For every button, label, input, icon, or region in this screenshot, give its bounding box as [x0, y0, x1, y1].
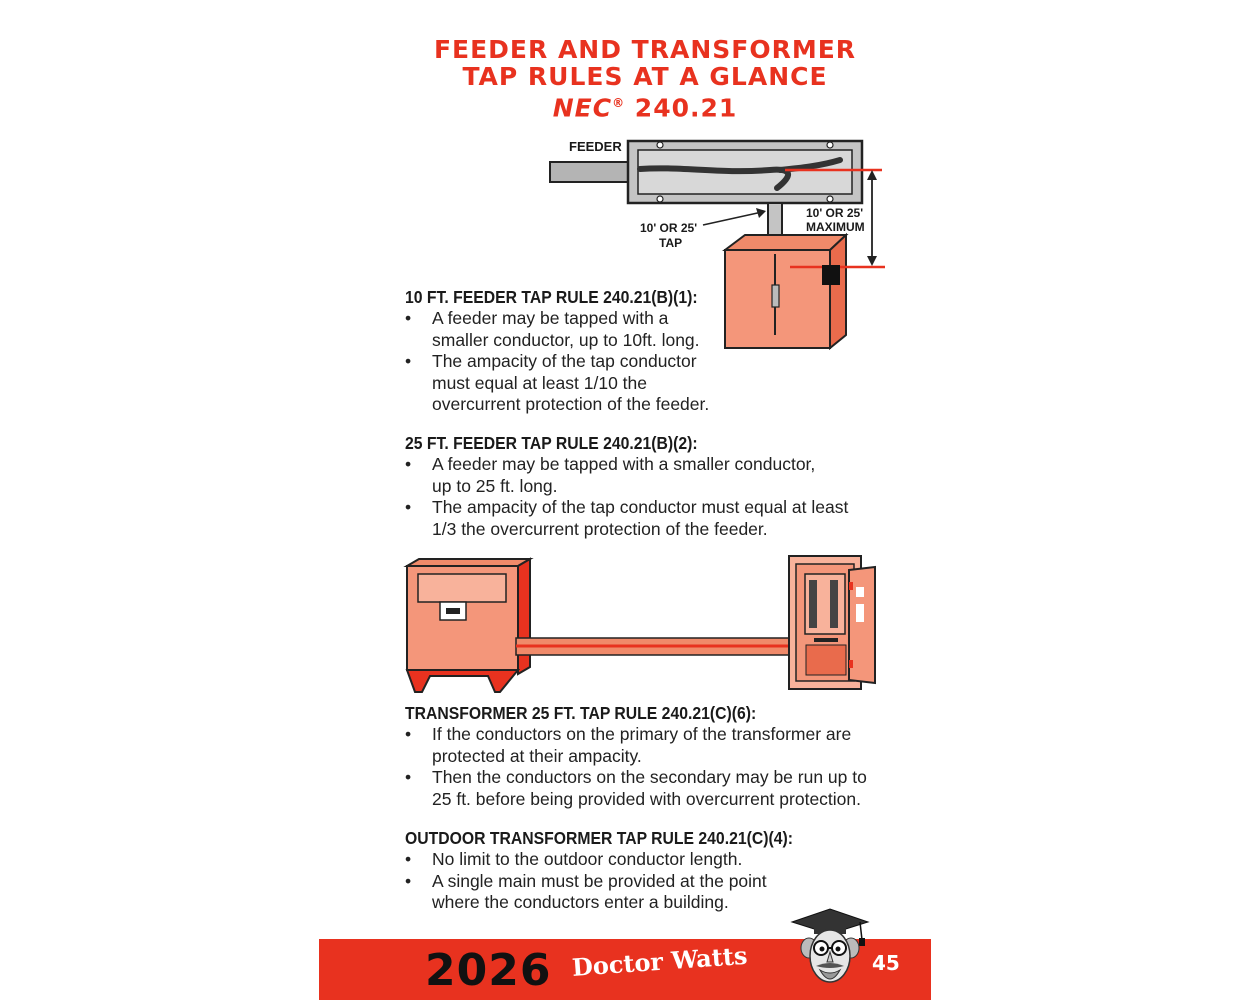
rule-bullet: • The ampacity of the tap conductor must equal at least 1/10 the overcurrent protection of the feeder. [405, 351, 730, 416]
footer-brand: Doctor Watts [570, 940, 749, 982]
tap-label-1: 10' OR 25' [640, 221, 698, 235]
disconnect-box-side [830, 235, 846, 348]
transformer-top [407, 559, 530, 566]
rule-25ft-feeder-tap [405, 432, 848, 540]
rule-bullet: • No limit to the outdoor conductor length. [405, 849, 836, 871]
max-label-2: MAXIMUM [806, 220, 865, 234]
page-title [420, 36, 870, 121]
rule-bullet: • A feeder may be tapped with a smaller conductor, up to 25 ft. long. [405, 454, 848, 497]
rule-heading: OUTDOOR TRANSFORMER TAP RULE 240.21(C)(4): [405, 828, 793, 848]
footer-page-number: 45 [872, 951, 900, 975]
rule-bullets [405, 454, 848, 540]
rule-bullet: • The ampacity of the tap conductor must equal at least 1/3 the overcurrent protection of the feeder. [405, 497, 848, 540]
transformer-tap-diagram [400, 552, 885, 697]
rule-heading: TRANSFORMER 25 FT. TAP RULE 240.21(C)(6): [405, 703, 757, 723]
rule-outdoor-transformer-tap [405, 827, 836, 914]
transformer-side [518, 559, 530, 674]
rule-bullet: • Then the conductors on the secondary may be run up to 25 ft. before being provided with overcurrent protection. [405, 767, 867, 810]
title-section: 240.21 [634, 93, 738, 123]
rule-10ft-feeder-tap [405, 286, 730, 416]
feeder-label: FEEDER [569, 139, 622, 154]
registered-mark: ® [612, 96, 626, 110]
disconnect-handle [822, 265, 840, 285]
disconnect-box-top [725, 235, 846, 250]
rule-transformer-25ft-tap [405, 702, 867, 810]
rule-bullets [405, 724, 867, 810]
title-line-3 [420, 90, 870, 121]
doctor-watts-mascot-icon [790, 906, 870, 988]
title-line-2: TAP RULES AT A GLANCE [462, 62, 828, 91]
title-nec: NEC [552, 93, 613, 123]
rule-bullets [405, 308, 730, 416]
feeder-conduit [550, 162, 630, 182]
rule-bullet: • If the conductors on the primary of the transformer are protected at their ampacity. [405, 724, 867, 767]
rule-heading: 10 FT. FEEDER TAP RULE 240.21(B)(1): [405, 287, 698, 307]
rule-bullets [405, 849, 836, 914]
max-label-1: 10' OR 25' [806, 206, 864, 220]
rule-bullet: • A feeder may be tapped with a smaller conductor, up to 10ft. long. [405, 308, 730, 351]
tap-label-2: TAP [659, 236, 683, 250]
rule-heading: 25 FT. FEEDER TAP RULE 240.21(B)(2): [405, 433, 698, 453]
title-line-1: FEEDER AND TRANSFORMER [433, 35, 857, 64]
rule-bullet: • A single main must be provided at the point where the conductors enter a building. [405, 871, 836, 914]
footer-year: 2026 [425, 945, 552, 996]
